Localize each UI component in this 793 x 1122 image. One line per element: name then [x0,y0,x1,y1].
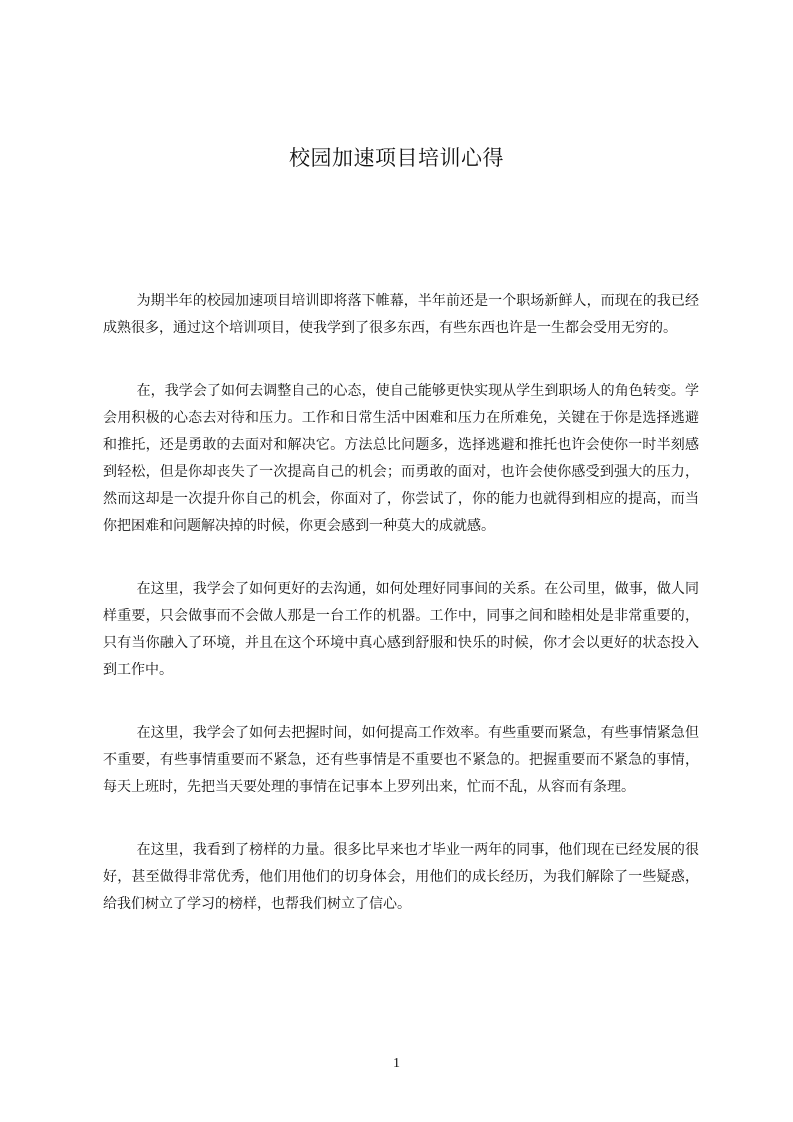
page-title: 校园加速项目培训心得 [289,146,504,170]
page-number: 1 [393,1056,400,1071]
paragraph-3: 在这里，我学会了如何更好的去沟通，如何处理好同事间的关系。在公司里，做事，做人同样重要，只会做事而不会做人那是一台工作的机器。工作中，同事之间和睦相处是非常重要的，只有当你融入了环境，并且在这个环境中真心感到舒服和快乐的时候，你才会以更好的状态投入到工作中。 [103,581,699,678]
paragraph-4: 在这里，我学会了如何去把握时间，如何提高工作效率。有些重要而紧急，有些事情紧急但不重要，有些事情重要而不紧急，还有些事情是不重要也不紧急的。把握重要而不紧急的事情，每天上班时，先把当天要处理的事情在记事本上罗列出来，忙而不乱，从容而有条理。 [103,725,699,795]
document-body [103,288,699,954]
paragraph-2: 在，我学会了如何去调整自己的心态，使自己能够更快实现从学生到职场人的角色转变。学会用积极的心态去对待和压力。工作和日常生活中困难和压力在所难免，关键在于你是选择逃避和推托，还是勇敢的去面对和解决它。方法总比问题多，选择逃避和推托也许会使你一时半刻感到轻松，但是你却丧失了一次提高自己的机会；而勇敢的面对，也许会使你感受到强大的压力，然而这却是一次提升你自己的机会，你面对了，你尝试了，你的能力也就得到相应的提高，而当你把困难和问题解决掉的时候，你更会感到一种莫大的成就感。 [103,383,699,534]
paragraph-5: 在这里，我看到了榜样的力量。很多比早来也才毕业一两年的同事，他们现在已经发展的很好，甚至做得非常优秀，他们用他们的切身体会，用他们的成长经历，为我们解除了一些疑惑，给我们树立了学习的榜样，也帮我们树立了信心。 [103,842,699,912]
paragraph-1: 为期半年的校园加速项目培训即将落下帷幕，半年前还是一个职场新鲜人，而现在的我已经成熟很多，通过这个培训项目，使我学到了很多东西，有些东西也许是一生都会受用无穷的。 [103,293,699,336]
